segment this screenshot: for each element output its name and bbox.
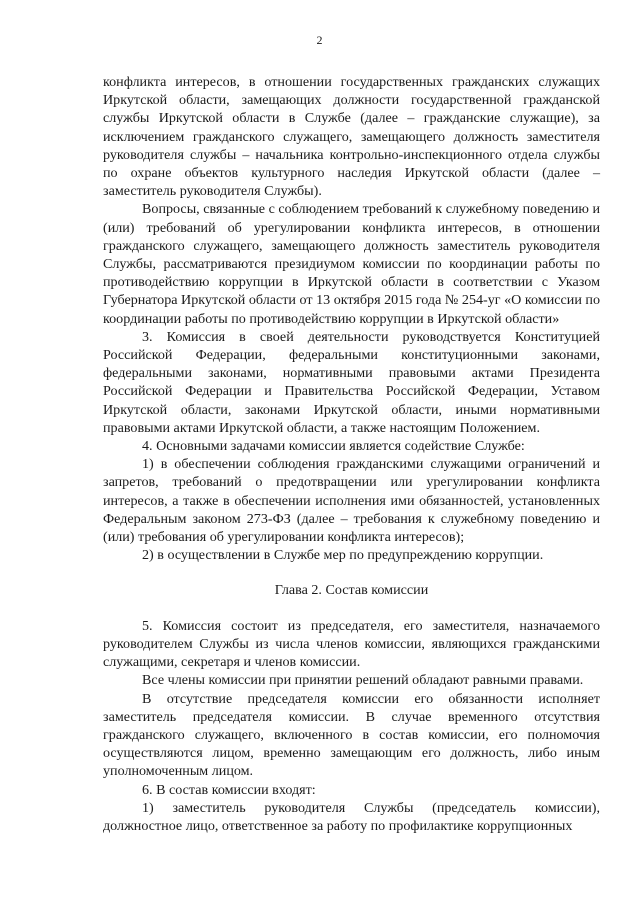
paragraph-absence: В отсутствие председателя комиссии его обязанности исполняет заместитель председателя комиссии. В случае временного отсутствия гражданского служащего, включенного в состав комиссии, его полномочия осуществляются лицом, временно замещающим его должность, либо иным уполномоченным лицом. — [103, 690, 600, 780]
paragraph-item-4: 4. Основными задачами комиссии является содействие Службе: — [142, 438, 525, 455]
paragraph-item-6-1: 1) заместитель руководителя Службы (председатель комиссии), должностное лицо, ответственное за работу по профилактике коррупционных — [103, 799, 600, 834]
chapter-heading: Глава 2. Состав комиссии — [274, 582, 429, 599]
paragraph-equal-rights: Все члены комиссии при принятии решений обладают равными правами. — [142, 672, 584, 689]
paragraph-item-6: 6. В состав комиссии входят: — [142, 781, 316, 798]
document-body — [103, 73, 600, 835]
paragraph-item-4-2: 2) в осуществлении в Службе мер по предупреждению коррупции. — [142, 547, 544, 564]
paragraph-item-5: 5. Комиссия состоит из председателя, его заместителя, назначаемого руководителем Службы из числа членов комиссии, являющихся гражданскими служащими, секретаря и членов комиссии. — [103, 617, 600, 671]
paragraph-item-4-1: 1) в обеспечении соблюдения гражданскими служащими ограничений и запретов, требований о предотвращении или урегулировании конфликта интересов, а также в обеспечении исполнения ими обязанностей, установленных Федеральным законом 273-ФЗ (далее – требования к служебному поведению и (или) требования об урегулировании конфликта интересов); — [103, 456, 600, 546]
paragraph-presidium-questions: Вопросы, связанные с соблюдением требований к служебному поведению и (или) требований об урегулировании конфликта интересов, в отношении гражданского служащего, замещающего должность заместитель руководителя Службы, рассматриваются президиумом комиссии по координации работы по противодействию коррупции в Иркутской области в соответствии с Указом Губернатора Иркутской области от 13 октября 2015 года № 254-уг «О комиссии по координации работы по противодействию коррупции в Иркутской области» — [103, 201, 600, 327]
page-number: 2 — [316, 33, 323, 47]
paragraph-item-3: 3. Комиссия в своей деятельности руководствуется Конституцией Российской Федерации, федеральными конституционными законами, федеральными законами, нормативными правовыми актами Президента Российской Федерации и Правительства Российской Федерации, Уставом Иркутской области, законами Иркутской области, иными нормативными правовыми актами Иркутской области, а также настоящим Положением. — [103, 328, 600, 436]
paragraph-continuation: конфликта интересов, в отношении государственных гражданских служащих Иркутской области, замещающих должности государственной гражданской службы Иркутской области в Службе (далее – гражданские служащие), за исключением гражданского служащего, замещающего должность заместителя руководителя службы – начальника контрольно-инспекционного отдела службы по охране объектов культурного наследия Иркутской области (далее – заместитель руководителя Службы). — [103, 74, 600, 200]
